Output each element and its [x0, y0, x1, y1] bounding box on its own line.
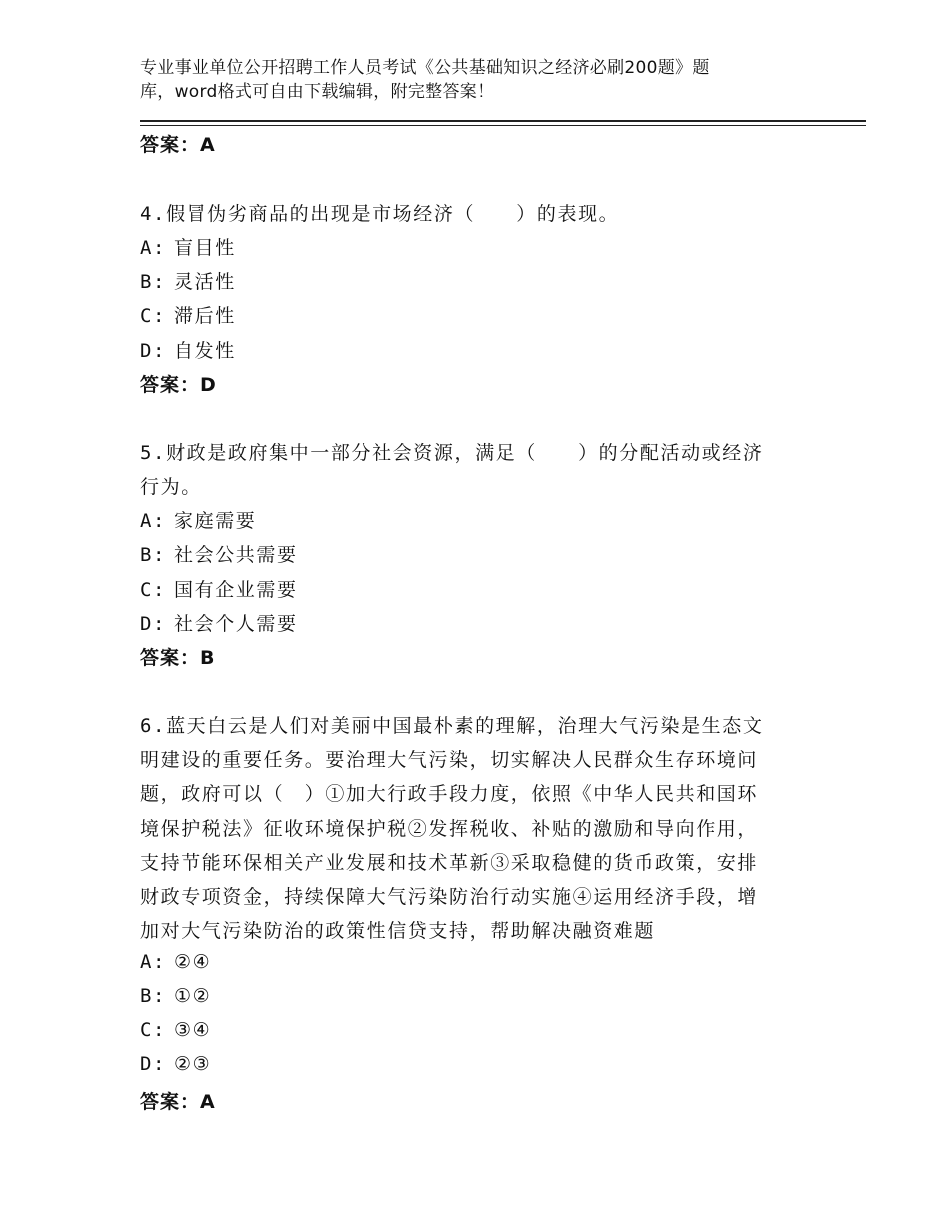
option-letter: A:	[140, 237, 167, 259]
header-line-2: 库，word格式可自由下载编辑，附完整答案！	[140, 82, 495, 102]
question-4-option-d	[140, 336, 236, 363]
question-6-answer: 答案：A	[140, 1091, 216, 1113]
header-rule-thin	[140, 125, 866, 126]
question-6-line-5: 支持节能环保相关产业发展和技术革新③采取稳健的货币政策，安排	[140, 852, 759, 874]
question-5-option-b	[140, 540, 298, 567]
question-5-option-c	[140, 575, 298, 602]
question-5-option-a	[140, 506, 256, 533]
option-text: ②③	[174, 1053, 212, 1075]
question-5-line-1: 5.财政是政府集中一部分社会资源，满足（ ）的分配活动或经济	[140, 442, 764, 464]
question-5-answer: 答案：B	[140, 647, 216, 669]
answer-previous: 答案：A	[140, 134, 216, 156]
option-letter: A:	[140, 951, 167, 973]
option-letter: B:	[140, 271, 167, 293]
question-4-option-c	[140, 301, 236, 328]
option-letter: D:	[140, 1053, 167, 1075]
option-letter: D:	[140, 613, 167, 635]
option-letter: A:	[140, 510, 167, 532]
question-5-option-d	[140, 609, 298, 636]
question-6-line-7: 加对大气污染防治的政策性信贷支持，帮助解决融资难题	[140, 920, 656, 942]
option-text: 社会个人需要	[174, 613, 298, 635]
option-text: ③④	[174, 1019, 212, 1041]
option-letter: C:	[140, 1019, 167, 1041]
question-6-line-1: 6.蓝天白云是人们对美丽中国最朴素的理解，治理大气污染是生态文	[140, 715, 764, 737]
question-6-option-b	[140, 985, 211, 1007]
document-header	[140, 56, 780, 104]
option-text: 国有企业需要	[174, 579, 298, 601]
question-6-line-6: 财政专项资金，持续保障大气污染防治行动实施④运用经济手段，增	[140, 886, 759, 908]
question-6-line-2: 明建设的重要任务。要治理大气污染，切实解决人民群众生存环境问	[140, 749, 759, 771]
question-6-option-c	[140, 1019, 211, 1041]
option-text: 灵活性	[174, 271, 236, 293]
option-text: 自发性	[174, 340, 236, 362]
question-6-option-d	[140, 1053, 211, 1075]
question-5-line-2: 行为。	[140, 476, 202, 498]
question-4-option-b	[140, 267, 236, 294]
question-4-option-a	[140, 233, 236, 260]
option-letter: D:	[140, 340, 167, 362]
question-6-line-3: 题，政府可以（ ）①加大行政手段力度，依照《中华人民共和国环	[140, 783, 759, 805]
option-text: 盲目性	[174, 237, 236, 259]
option-letter: C:	[140, 579, 167, 601]
option-text: 家庭需要	[174, 510, 257, 532]
header-line-1: 专业事业单位公开招聘工作人员考试《公共基础知识之经济必刷200题》题	[140, 58, 710, 78]
option-text: 滞后性	[174, 305, 236, 327]
option-text: 社会公共需要	[174, 544, 298, 566]
option-letter: B:	[140, 544, 167, 566]
header-rule-thick	[140, 120, 866, 122]
question-4-answer: 答案：D	[140, 374, 217, 396]
question-4-line-1: 4.假冒伪劣商品的出现是市场经济（ ）的表现。	[140, 203, 620, 225]
option-text: ②④	[174, 951, 212, 973]
option-letter: C:	[140, 305, 167, 327]
option-letter: B:	[140, 985, 167, 1007]
question-6-line-4: 境保护税法》征收环境保护税②发挥税收、补贴的激励和导向作用，	[140, 818, 759, 840]
option-text: ①②	[174, 985, 212, 1007]
question-6-option-a	[140, 951, 211, 973]
